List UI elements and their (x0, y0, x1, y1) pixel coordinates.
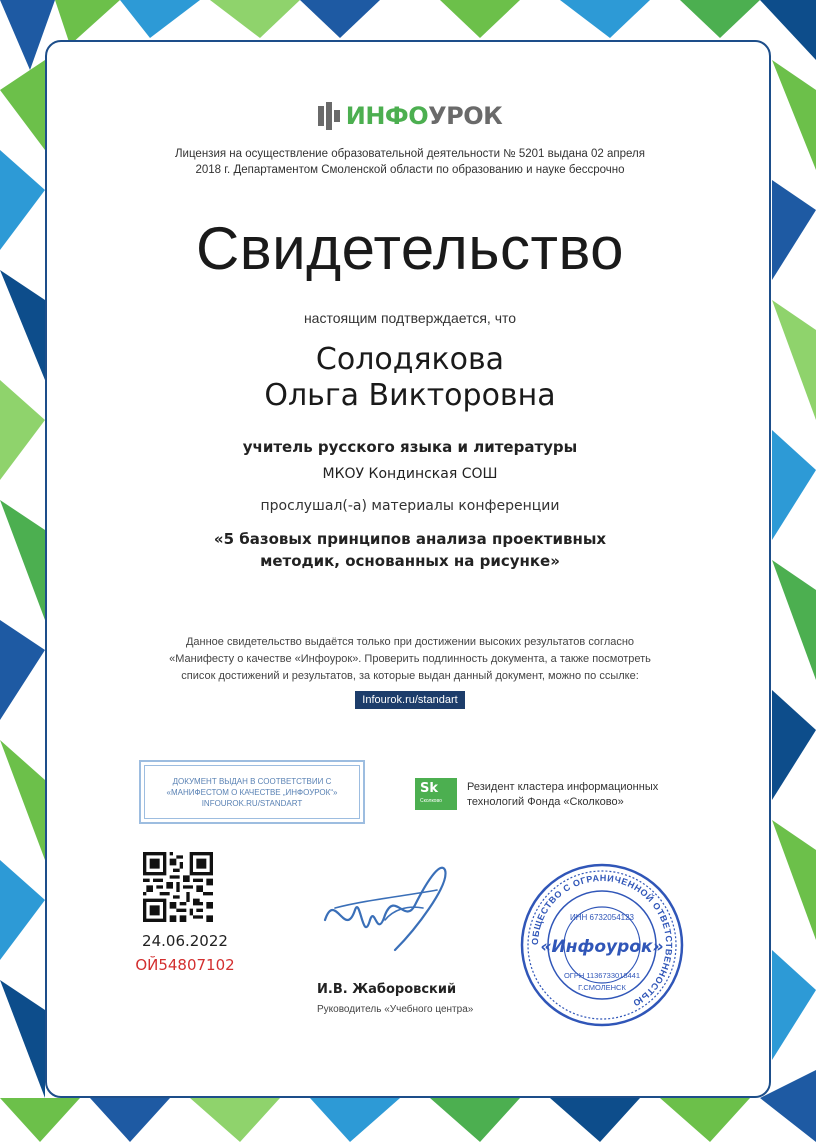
skolkovo-resident-text (467, 780, 658, 810)
certificate-card (45, 40, 771, 1098)
recipient-organization: МКОУ Кондинская СОШ (322, 466, 498, 482)
seal-outer-text: ОБЩЕСТВО С ОГРАНИЧЕННОЙ ОТВЕТСТВЕННОСТЬЮ (529, 872, 675, 1009)
conference-title (47, 528, 773, 572)
infourok-logo (47, 102, 773, 136)
conference-line: «5 базовых принципов анализа проективных (213, 530, 607, 548)
qr-code-icon[interactable] (143, 852, 213, 922)
conference-line: методик, основанных на рисунке» (260, 552, 560, 570)
seal-city: Г.СМОЛЕНСК (578, 983, 626, 992)
skolkovo-logo-text: Sk (420, 781, 439, 796)
seal-center-text: «Инфоурок» (540, 937, 664, 957)
skolkovo-logo-sub: Сколково (420, 798, 442, 804)
note-line: Данное свидетельство выдаётся только при достижении высоких результатов согласно (185, 636, 635, 648)
seal-icon (517, 860, 687, 1030)
skolkovo-logo-icon (415, 778, 457, 810)
signer-name: И.В. Жаборовский (317, 982, 457, 997)
certificate-title: Свидетельство (195, 215, 625, 282)
logo-part2: УРОК (428, 102, 503, 130)
recipient-name (47, 342, 773, 414)
listened-text: прослушал(-а) материалы конференции (260, 498, 560, 514)
certificate-code: ОЙ54807102 (135, 956, 235, 974)
verification-link-wrap (47, 690, 773, 709)
recipient-position: учитель русского языка и литературы (242, 438, 578, 456)
recipient-surname: Солодякова (315, 342, 505, 377)
seal-inn: ИНН 6732054123 (569, 913, 635, 922)
note-line: «Манифесту о качестве «Инфоурок». Проверить подлинность документа, а также посмотреть (169, 653, 651, 665)
signer-role: Руководитель «Учебного центра» (317, 1004, 474, 1015)
license-line: 2018 г. Департаментом Смоленской области по образованию и науке бессрочно (195, 164, 625, 176)
note-line: список достижений и результатов, за которые выдан данный документ, можно по ссылке: (181, 670, 639, 682)
verification-note (47, 634, 773, 685)
stamp-line: INFOUROK.RU/STANDART (201, 798, 303, 808)
logo-part1: ИНФО (345, 102, 429, 130)
signature-icon (315, 850, 455, 960)
manifest-stamp-box (139, 760, 365, 824)
stamp-line: «МАНИФЕСТОМ О КАЧЕСТВЕ „ИНФОУРОК“» (166, 787, 338, 797)
verification-link[interactable]: Infourok.ru/standart (355, 691, 464, 709)
resident-line: технологий Фонда «Сколково» (467, 796, 624, 808)
logo-mark-icon (318, 102, 340, 130)
seal-ogrn: ОГРН 1136733018441 (563, 971, 641, 980)
resident-line: Резидент кластера информационных (467, 781, 659, 793)
issue-date: 24.06.2022 (142, 932, 228, 950)
license-line: Лицензия на осуществление образовательной деятельности № 5201 выдана 02 апреля (175, 148, 645, 160)
stamp-line: ДОКУМЕНТ ВЫДАН В СООТВЕТСТВИИ С (172, 776, 332, 786)
license-text (47, 146, 773, 178)
recipient-given-names: Ольга Викторовна (264, 378, 556, 413)
confirm-text: настоящим подтверждается, что (303, 310, 517, 326)
